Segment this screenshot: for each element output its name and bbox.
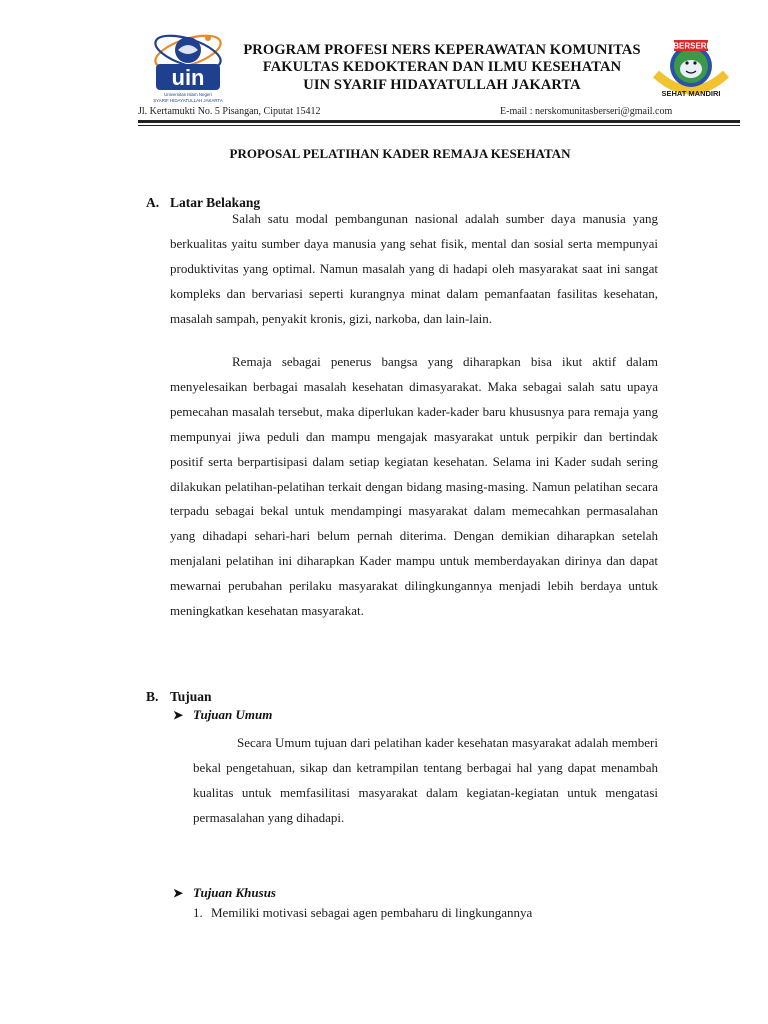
berseri-seal-icon [648,36,734,102]
list-item [193,905,532,921]
header-address: Jl. Kertamukti No. 5 Pisangan, Ciputat 15412 [138,106,321,117]
section-b-heading [146,689,212,705]
header-rule-thin [138,125,740,126]
seal-top-text: BERSERI [673,41,709,51]
tujuan-umum-label: Tujuan Umum [193,707,273,722]
list-item-number: 1. [193,905,203,920]
tujuan-umum-paragraph: Secara Umum tujuan dari pelatihan kader kesehatan masyarakat adalah memberi bekal pengetahuan, sikap dan ketrampilan tentang berbagai hal yang dapat menambah kualitas untuk memfasilitasi masyarakat dalam kegiatan-kegiatan untuk mengatasi permasalahan yang dihadapi. [193,735,658,825]
uin-logo-caption-2: SYARIF HIDAYATULLAH JAKARTA [153,98,223,103]
header-email: E-mail : nerskomunitasberseri@gmail.com [500,106,673,117]
arrow-bullet-icon: ➤ [173,886,184,900]
header-rule-thick [138,120,740,123]
section-a-paragraph-1: Salah satu modal pembangunan nasional adalah sumber daya manusia yang berkualitas yaitu sumber daya manusia yang sehat fisik, mental dan sosial serta mempunyai produktivitas yang optimal. Namun masalah yang di hadapi oleh masyarakat saat ini sangat kompleks dan bervariasi seperti kurangnya minat dalam pemanfaatan fasilitas kesehatan, masalah sampah, penyakit kronis, gizi, narkoba, dan lain-lain. [170,211,658,326]
uin-logo-text: uin [171,65,205,90]
section-b-letter: B. [146,689,159,704]
header-line-2: FAKULTAS KEDOKTERAN DAN ILMU KESEHATAN [262,59,622,75]
list-item-text: Memiliki motivasi sebagai agen pembaharu di lingkungannya [211,905,533,920]
section-b-title: Tujuan [170,689,212,704]
seal-bottom-text: SEHAT MANDIRI [661,89,721,98]
tujuan-khusus-label: Tujuan Khusus [193,885,276,900]
tujuan-khusus-heading [173,885,276,901]
document-title: PROPOSAL PELATIHAN KADER REMAJA KESEHATAN [229,146,571,161]
section-a-letter: A. [146,195,160,210]
section-a-paragraph-2: Remaja sebagai penerus bangsa yang diharapkan bisa ikut aktif dalam menyelesaikan berbagai masalah kesehatan dimasyarakat. Maka sebagai salah satu upaya pemecahan masalah tersebut, maka diperlukan kader-kader baru khususnya para remaja yang mempunyai jiwa peduli dan mampu mengajak masyarakat untuk perpikir dan bertindak positif serta berpartisipasi dalam setiap kegiatan kesehatan. Selama ini Kader sudah sering dilakukan pelatihan-pelatihan terkait dengan bidang masing-masing. Namun pelatihan secara terpadu sebagai bekal untuk mendampingi masyarakat dalam memecahkan permasalahan yang dihadapi sehari-hari belum pernah diterima. Dengan demikian diharapkan setelah menjalani pelatihan ini diharapkan Kader mampu untuk memberdayakan dirinya dan dapat mewarnai perubahan perilaku masyarakat dilingkungannya menjadi lebih berdaya untuk meningkatkan kesehatan masyarakat. [170,354,658,619]
arrow-bullet-icon: ➤ [173,708,184,722]
uin-logo-caption-1: Universitas Islam Negeri [164,92,212,97]
header-line-1: PROGRAM PROFESI NERS KEPERAWATAN KOMUNITAS [243,42,641,58]
tujuan-umum-heading [173,707,272,723]
uin-logo-icon [148,28,228,106]
header-line-3: UIN SYARIF HIDAYATULLAH JAKARTA [303,77,581,93]
section-a-title: Latar Belakang [170,195,261,210]
